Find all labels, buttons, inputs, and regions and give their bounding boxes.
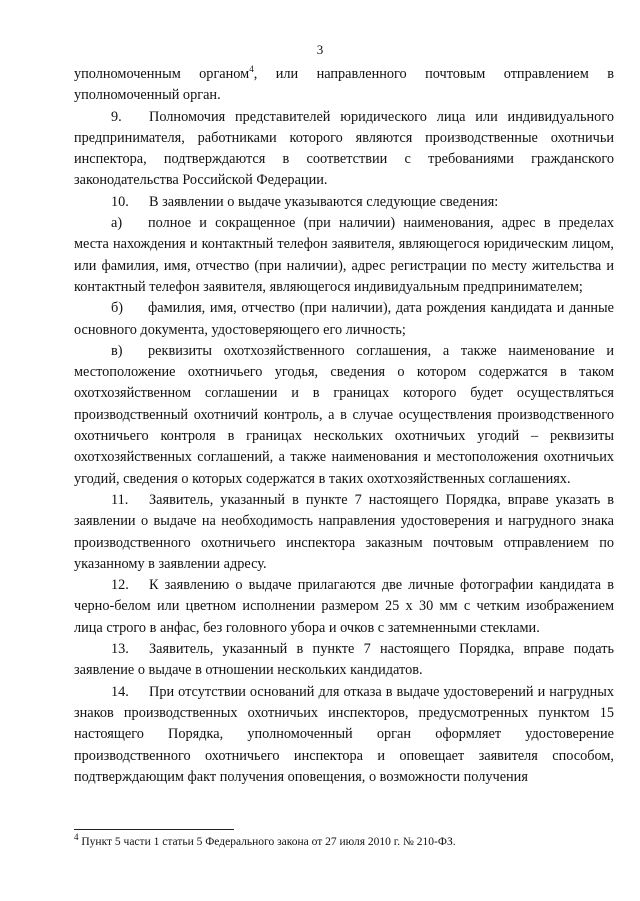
subparagraph-b — [74, 298, 614, 341]
paragraph-11 — [74, 490, 614, 575]
paragraph-number: 11. — [111, 491, 129, 508]
page-number: 3 — [316, 42, 324, 57]
footnote — [74, 832, 614, 849]
paragraph-number: 12. — [111, 577, 129, 594]
subparagraph-letter: в) — [111, 342, 123, 359]
subparagraph-text: фамилия, имя, отчество (при наличии), дата рождения кандидата и данные основного документа, удостоверяющего его личность; — [74, 300, 614, 338]
footnote-text: Пункт 5 части 1 статьи 5 Федерального закона от 27 июля 2010 г. № 210-ФЗ. — [78, 836, 456, 848]
paragraph-13 — [74, 639, 614, 682]
paragraph-text: При отсутствии оснований для отказа в выдаче удостоверений и нагрудных знаков производственных охотничьих инспекторов, предусмотренных пунктом 15 настоящего Порядка, уполномоченный орган оформляет удостоверение производственного охотничьего инспектора и оповещает заявителя способом, подтверждающим факт получения оповещения, о возможности получения — [74, 683, 614, 785]
footnote-reference: 4 — [249, 64, 254, 75]
paragraph-number: 10. — [111, 193, 129, 210]
paragraph-number: 13. — [111, 641, 129, 658]
subparagraph-v — [74, 341, 614, 490]
document-body — [74, 64, 614, 788]
continuation-paragraph — [74, 64, 614, 107]
subparagraph-letter: а) — [111, 215, 123, 232]
paragraph-9 — [74, 107, 614, 192]
subparagraph-text: полное и сокращенное (при наличии) наименования, адрес в пределах места нахождения и контактный телефон заявителя, являющегося юридическим лицом, или фамилия, имя, отчество (при наличии), адрес регистрации по месту жительства и контактный телефон заявителя, являющегося индивидуальным предпринимателем; — [74, 215, 614, 295]
paragraph-number: 9. — [111, 108, 122, 125]
paragraph-text: Заявитель, указанный в пункте 7 настоящего Порядка, вправе подать заявление о выдаче в отношении нескольких кандидатов. — [74, 641, 614, 679]
footnote-divider — [74, 829, 234, 830]
paragraph-text: К заявлению о выдаче прилагаются две личные фотографии кандидата в черно-белом или цветном исполнении размером 25 х 30 мм с четким изображением лица строго в анфас, без головного убора и очков с затемненными стеклами. — [74, 577, 614, 636]
paragraph-text: Полномочия представителей юридического лица или индивидуального предпринимателя, работниками которого являются производственные охотничьи инспектора, подтверждаются в соответствии с требованиями гражданского законодательства Российской Федерации. — [74, 108, 614, 189]
paragraph-10 — [74, 192, 614, 213]
paragraph-number: 14. — [111, 683, 129, 700]
subparagraph-letter: б) — [111, 300, 124, 317]
continuation-text: уполномоченным органом — [74, 66, 250, 82]
paragraph-12 — [74, 575, 614, 639]
subparagraph-a — [74, 213, 614, 298]
footnote-number: 4 — [74, 832, 79, 843]
paragraph-text: Заявитель, указанный в пункте 7 настоящего Порядка, вправе указать в заявлении о выдаче на необходимость направления удостоверения и нагрудного знака производственного охотничьего инспектора заказным почтовым отправлением по указанному в заявлении адресу. — [74, 491, 614, 572]
continuation-text-end: , или направленного почтовым отправлением в уполномоченный орган. — [74, 66, 614, 104]
paragraph-14 — [74, 682, 614, 788]
paragraph-text: В заявлении о выдаче указываются следующие сведения: — [149, 193, 499, 210]
subparagraph-text: реквизиты охотхозяйственного соглашения, а также наименование и местоположение охотничьего угодья, сведения о котором содержатся в таком охотхозяйственном соглашении и в границах которого будет осуществляться производственный охотничий контроль, а в случае осуществления производственного охотничьего контроля в границах нескольких охотничьих угодий – реквизиты охотхозяйственных соглашений, а также наименования и местоположения охотничьих угодий, сведения о которых содержатся в таких охотхозяйственных соглашениях. — [74, 342, 614, 487]
